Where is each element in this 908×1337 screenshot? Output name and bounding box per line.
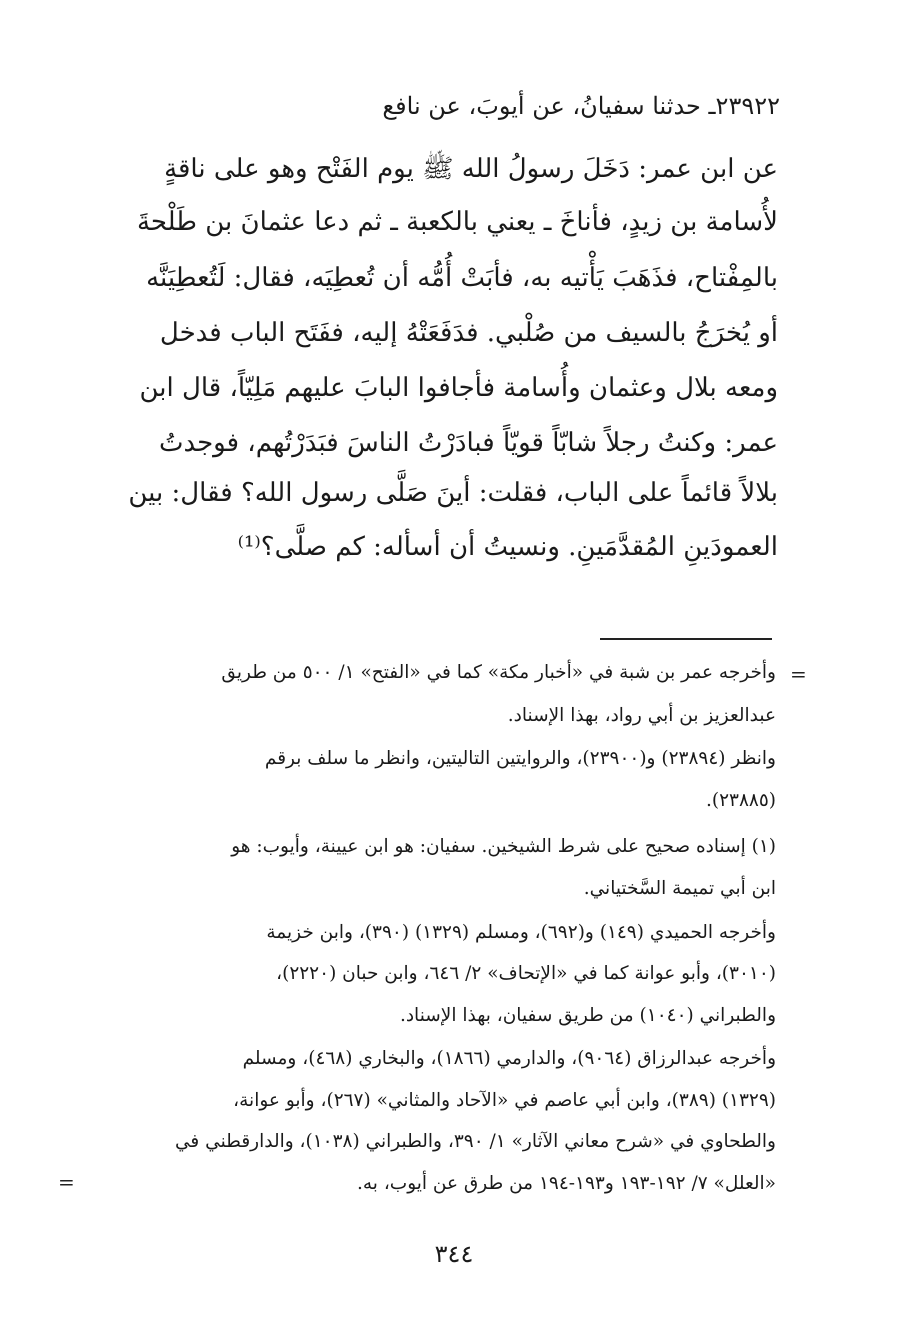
main-text-line-8: العمودَينِ المُقدَّمَينِ. ونسيتُ أن أسأله: كم صلَّى؟⁽¹⁾ — [237, 532, 778, 562]
footnote-line-10: وأخرجه عبدالرزاق (٩٠٦٤)، والدارمي (١٨٦٦)، والبخاري (٤٦٨)، ومسلم — [242, 1048, 776, 1069]
main-text-line-7: بلالاً قائماً على الباب، فقلت: أينَ صَلَّى رسول الله؟ فقال: بين — [128, 478, 778, 508]
footnote-line-8: (٣٠١٠)، وأبو عوانة كما في «الإتحاف» ٢/ ٦٤٦، وابن حبان (٢٢٢٠)، — [276, 963, 776, 984]
footnote-line-2: عبدالعزيز بن أبي رواد، بهذا الإسناد. — [507, 705, 776, 726]
footnote-line-13: «العلل» ٧/ ١٩٢-١٩٣ و١٩٣-١٩٤ من طرق عن أيوب، به. — [356, 1173, 776, 1194]
page-number: ٣٤٤ — [434, 1240, 474, 1268]
main-text-line-6: عمر: وكنتُ رجلاً شابّاً قويّاً فبادَرْتُ الناسَ فبَدَرْتُهم، فوجدتُ — [158, 428, 778, 458]
footnote-line-12: والطحاوي في «شرح معاني الآثار» ١/ ٣٩٠، والطبراني (١٠٣٨)، والدارقطني في — [175, 1131, 776, 1152]
main-text-line-5: ومعه بلال وعثمان وأُسامة فأجافوا البابَ عليهم مَلِيّاً، قال ابن — [139, 373, 778, 403]
footnote-line-6: ابن أبي تميمة السَّختياني. — [583, 878, 776, 899]
continuation-mark-bottom: = — [58, 1170, 75, 1194]
main-text-line-3: بالمِفْتاح، فذَهَبَ يَأْتيه به، فأبَتْ أُمُّه أن تُعطِيَه، فقال: لَتُعطِيَنَّه — [146, 263, 778, 293]
footnote-line-9: والطبراني (١٠٤٠) من طريق سفيان، بهذا الإسناد. — [399, 1005, 776, 1026]
footnote-line-5: (١) إسناده صحيح على شرط الشيخين. سفيان: هو ابن عيينة، وأيوب: هو — [231, 836, 776, 857]
main-text-line-2: لأُسامة بن زيدٍ، فأناخَ ـ يعني بالكعبة ـ ثم دعا عثمانَ بن طَلْحةَ — [136, 207, 778, 237]
continuation-mark-top: = — [790, 662, 807, 686]
hadith-header: ٢٣٩٢٢ـ حدثنا سفيانُ، عن أيوبَ، عن نافع — [382, 92, 780, 120]
footnote-line-11: (١٣٢٩) (٣٨٩)، وابن أبي عاصم في «الآحاد والمثاني» (٢٦٧)، وأبو عوانة، — [233, 1090, 776, 1111]
main-text-line-1: عن ابن عمر: دَخَلَ رسولُ الله ﷺ يوم الفَتْح وهو على ناقةٍ — [164, 154, 778, 184]
footnote-separator — [600, 638, 772, 640]
footnote-line-1: وأخرجه عمر بن شبة في «أخبار مكة» كما في «الفتح» ١/ ٥٠٠ من طريق — [221, 662, 776, 683]
footnote-line-3: وانظر (٢٣٨٩٤) و(٢٣٩٠٠)، والروايتين التاليتين، وانظر ما سلف برقم — [264, 748, 776, 769]
main-text-line-4: أو يُخرَجُ بالسيف من صُلْبي. فدَفَعَتْهُ إليه، ففَتَح الباب فدخل — [159, 318, 778, 348]
footnote-line-4: (٢٣٨٨٥). — [705, 790, 776, 811]
footnote-line-7: وأخرجه الحميدي (١٤٩) و(٦٩٢)، ومسلم (١٣٢٩) (٣٩٠)، وابن خزيمة — [266, 922, 776, 943]
